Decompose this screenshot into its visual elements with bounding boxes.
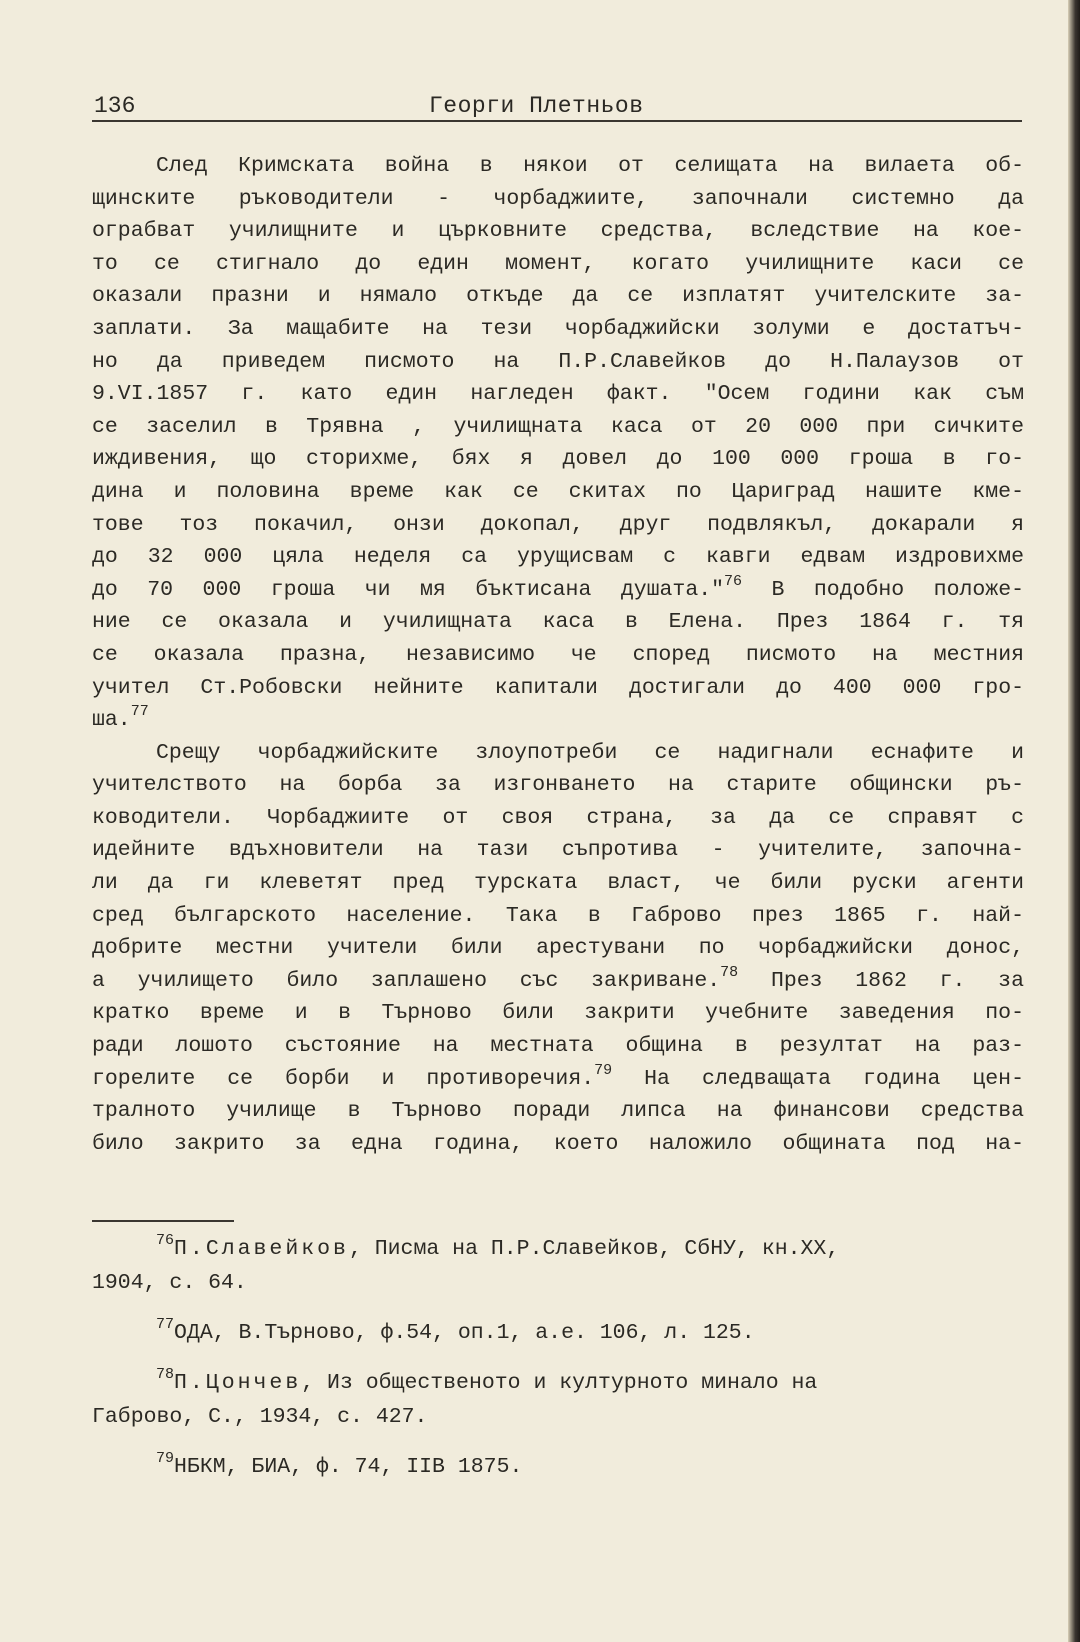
text-line: кратко време и в Търново били закрити учебните заведения по- (92, 1001, 1024, 1026)
text-line: то се стигнало до един момент, когато училищните каси се (92, 251, 1024, 276)
footnote-76 (92, 1232, 1024, 1266)
text-segment: На следващата година цен- (644, 1066, 1024, 1091)
footnote-number: 76 (156, 1232, 175, 1249)
text-line: ководители. Чорбаджиите от своя страна, за да се справят с (92, 805, 1024, 830)
footnote-text: , Из общественото и културното минало на (301, 1371, 818, 1395)
text-line: тове тоз покачил, онзи докопал, друг подвлякъл, докарали я (92, 512, 1024, 537)
text-segment: ша. (92, 708, 131, 733)
text-line: заплати. За мащабите на тези чорбаджийски золуми е достатъч- (92, 316, 1024, 341)
footnote-78 (92, 1366, 1024, 1400)
footnote-ref-78[interactable]: 78 (720, 963, 739, 981)
text-line: ради лошото състояние на местната община в резултат на раз- (92, 1034, 1024, 1059)
text-line: добрите местни учители били арестувани по чорбаджийски донос, (92, 936, 1024, 961)
text-line: иждивения, що сторихме, бях я довел до 100 000 гроша в го- (92, 447, 1024, 472)
text-line (92, 965, 1024, 998)
text-line: дина и половина време как се скитах по Цариград нашите кме- (92, 479, 1024, 504)
footnote-77 (92, 1316, 1024, 1350)
footnotes (92, 1232, 1024, 1484)
footnote-number: 77 (156, 1316, 175, 1333)
text-line: учител Ст.Робовски нейните капитали достигали до 400 000 гро- (92, 675, 1024, 700)
main-text (92, 150, 1024, 1160)
text-line: 9.VI.1857 г. като един нагледен факт. "Осем години как съм (92, 382, 1024, 407)
running-head: Георги Плетньов (429, 93, 644, 119)
text-line: След Кримската война в някои от селищата на вилаета об- (156, 154, 1024, 178)
text-line: ли да ги клеветят пред турската власт, че били руски агенти (92, 871, 1024, 896)
text-line: ние се оказала и училищната каса в Елена. През 1864 г. тя (92, 610, 1024, 635)
text-segment: През 1862 г. за (770, 968, 1024, 993)
text-line: оказали празни и нямало откъде да се изплатят учителските за- (92, 284, 1024, 309)
footnote-number: 79 (156, 1450, 175, 1467)
footnote-78-cont: Габрово, С., 1934, с. 427. (92, 1405, 428, 1429)
text-segment: а училището било заплашено със закриване. (92, 968, 721, 993)
text-line: Срещу чорбаджийските злоупотреби се надигнали еснафите и (156, 740, 1024, 765)
footnote-text: НБКМ, БИА, ф. 74, IIВ 1875. (174, 1455, 523, 1479)
text-line: сред българското население. Така в Габрово през 1865 г. най- (92, 903, 1024, 928)
footnote-76-cont: 1904, с. 64. (92, 1271, 247, 1295)
text-line: щинските ръководители - чорбаджиите, започнали системно да (92, 186, 1024, 211)
page-header (92, 92, 1022, 122)
text-line: до 32 000 цяла неделя са урущисвам с кавги едвам издровихме (92, 545, 1024, 570)
footnote-ref-76[interactable]: 76 (724, 572, 743, 590)
text-line (92, 574, 1024, 607)
footnote-ref-77[interactable]: 77 (130, 703, 149, 721)
footnote-divider (92, 1220, 234, 1222)
text-line: учителството на борба за изгонването на старите общински ръ- (92, 773, 1024, 798)
text-segment: до 70 000 гроша чи мя бъктисана душата." (92, 577, 725, 602)
text-line: но да приведем писмото на П.Р.Славейков до Н.Палаузов от (92, 349, 1024, 374)
text-line (92, 704, 1024, 737)
text-line: тралното училище в Търново поради липса на финансови средства (92, 1099, 1024, 1124)
page-edge-shadow (1068, 0, 1080, 1642)
text-line: се заселил в Трявна , училищната каса от 20 000 при сичките (92, 414, 1024, 439)
text-segment: В подобно положе- (771, 577, 1024, 602)
footnote-79 (92, 1450, 1024, 1484)
footnote-author: П.Цончев (174, 1371, 302, 1395)
footnote-text: , Писма на П.Р.Славейков, СбНУ, кн.XX, (348, 1237, 840, 1261)
text-line (92, 1063, 1024, 1096)
footnote-number: 78 (156, 1366, 175, 1383)
text-line: се оказала празна, независимо че според писмото на местния (92, 642, 1024, 667)
page-number: 136 (94, 93, 136, 119)
footnote-text: ОДА, В.Търново, ф.54, оп.1, а.е. 106, л. 125. (174, 1321, 755, 1345)
text-line: ограбват училищните и църковните средства, вследствие на кое- (92, 219, 1024, 244)
footnote-author: П.Славейков (174, 1237, 349, 1261)
text-line: идейните вдъхновители на тази съпротива - учителите, започна- (92, 838, 1024, 863)
text-segment: горелите се борби и противоречия. (92, 1066, 595, 1091)
text-line: било закрито за една година, което наложило общината под на- (92, 1131, 1024, 1156)
footnote-ref-79[interactable]: 79 (594, 1061, 613, 1079)
